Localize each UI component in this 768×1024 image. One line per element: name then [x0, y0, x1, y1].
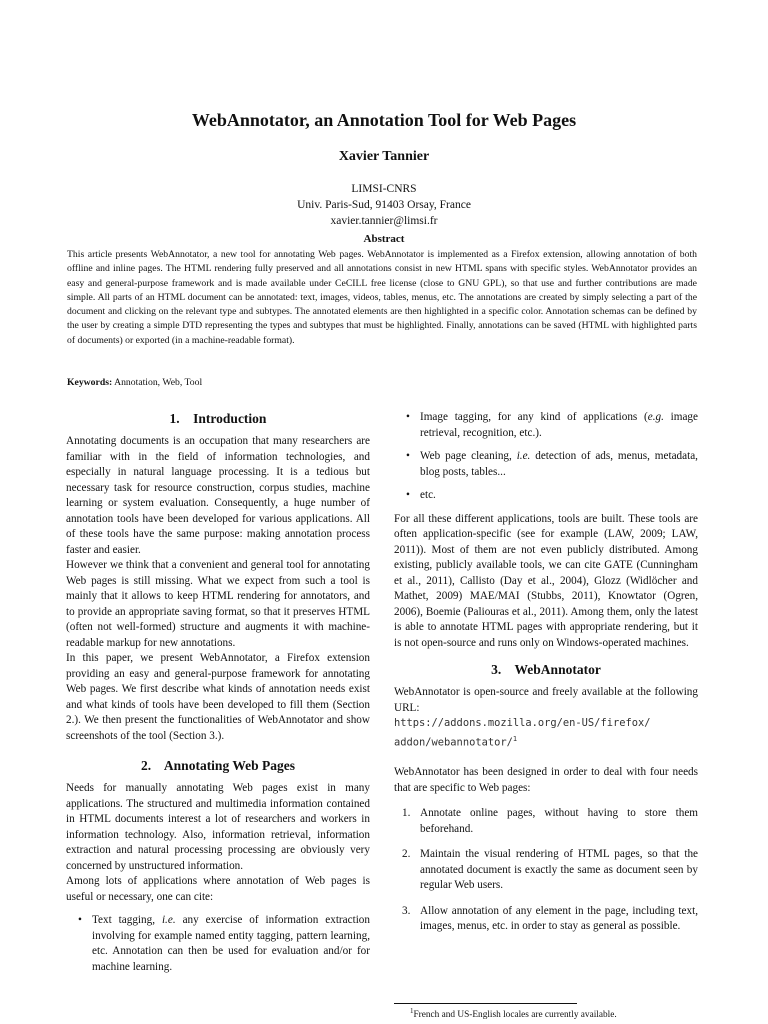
section-3-paragraph-1: WebAnnotator is open-source and freely available at the following URL: — [394, 686, 698, 714]
needs-list — [394, 806, 698, 935]
author-name: Xavier Tannier — [338, 149, 430, 164]
applications-list — [66, 913, 370, 975]
list-item: • Text tagging, i.e. any exercise of information extraction involving for example named entity tagging, pattern learning, etc. Annotation can then be used for evaluation and/or for machine learning. — [92, 913, 370, 975]
keywords-label: Keywords: — [67, 377, 113, 388]
keywords-line — [67, 377, 697, 388]
paper-title: WebAnnotator, an Annotation Tool for Web Pages — [191, 110, 577, 130]
section-2-paragraph-1: Needs for manually annotating Web pages exist in many applications. The structured and multimedia information contained in HTML documents interest a lot of researchers and workers in information technology. Also, information retrieval, information extraction and natural processing processing are obviously very concerned by unstructured information. — [66, 782, 370, 872]
intro-paragraph-1: Annotating documents is an occupation that many researchers are familiar with in the field of information technologies, and especially in natural language processing. It is a tedious but necessary task for resource construction, corpus studies, machine learning or system evaluation. Consequently, a huge number of annotation tools have been developed for various applications. All of these tools have the same purpose: making annotation process faster and easier. — [66, 435, 370, 556]
list-item: • Web page cleaning, i.e. detection of ads, menus, metadata, blog posts, tables... — [420, 449, 698, 480]
left-column — [66, 410, 370, 983]
footnote — [410, 1007, 617, 1020]
right-column — [394, 410, 698, 945]
keywords-text: Annotation, Web, Tool — [114, 377, 203, 388]
tools-paragraph: For all these different applications, tools are built. These tools are often application-specific (see for example (LAW, 2009; LAW, 2011)). Most of them are not even publicly distributed. Among existing, publicly available tools, we can cite GATE (Cunningham et al., 2011), Callisto (Day et al., 2004), Glozz (Widlöcher and Mathet, 2009) MAE/MAI (Stubbs, 2011), Knowtator (Ogren, 2006), Boemie (Paliouras et al., 2011). Among them, only the latest is able to annotate HTML pages with appropriate rendering, but it is not open-source and runs only on Windows-operated machines. — [394, 512, 698, 649]
affiliation-address: Univ. Paris-Sud, 91403 Orsay, France — [297, 199, 471, 211]
abstract-heading: Abstract — [363, 233, 405, 245]
footnote-marker: 1 — [512, 734, 518, 743]
list-item: • Image tagging, for any kind of applications (e.g. image retrieval, recognition, etc.). — [420, 410, 698, 441]
section-2-paragraph-2: Among lots of applications where annotation of Web pages is useful or necessary, one can cite: — [66, 875, 370, 903]
intro-paragraph-2: However we think that a convenient and general tool for annotating Web pages is still missing. What we expect from such a tool is mainly that it allows to keep HTML rendering for annotators, and to provide an appropriate saving format, so that it preserves HTML (often not well-formed) structure and augments it with machine-readable markup for new annotations. — [66, 559, 370, 649]
affiliation-block — [0, 181, 768, 229]
section-3-heading: 3. WebAnnotator — [491, 662, 601, 677]
section-3-paragraph-2: WebAnnotator has been designed in order to deal with four needs that are specific to Web pages: — [394, 766, 698, 794]
intro-paragraph-3: In this paper, we present WebAnnotator, a Firefox extension providing an easy and general-purpose framework for annotating Web pages. We first describe what kinds of annotation needs exist and what kinds of tools have been developed to fill them (Section 2.). We then present the functionalities of WebAnnotator and show screenshots of the tool (Section 3.). — [66, 652, 370, 742]
list-item: 3. Allow annotation of any element in the page, including text, images, menus, etc. in order to stay as general as possible. — [402, 904, 698, 933]
affiliation-lab: LIMSI-CNRS — [351, 183, 417, 195]
section-2-heading: 2. Annotating Web Pages — [141, 758, 295, 773]
download-url[interactable]: https://addons.mozilla.org/en-US/firefox/ addon/webannotator/$^1$ — [394, 717, 651, 748]
section-1-heading: 1. Introduction — [169, 411, 267, 426]
list-item: • etc. — [420, 488, 698, 504]
list-item: 2. Maintain the visual rendering of HTML pages, so that the annotated document is exactly the same as document seen by regular Web users. — [402, 848, 698, 892]
footnote-divider — [394, 1003, 577, 1004]
applications-list-continued — [394, 410, 698, 504]
abstract-text: This article presents WebAnnotator, a new tool for annotating Web pages. WebAnnotator is implemented as a Firefox extension, allowing annotation of both offline and inline pages. The HTML rendering fully preserved and all annotations consist in new HTML spans with specific styles. WebAnnotator provides an easy and general-purpose framework and is made available under CeCILL free license (close to GNU GPL), so that use and further contributions are made simple. All parts of an HTML document can be annotated: text, images, videos, tables, menus, etc. The annotations are created by simply selecting a part of the document and clicking on the relevant type and subtypes. The annotated elements are then highlighted in a specific color. Annotation schemas can be defined by the user by creating a simple DTD representing the types and subtypes that must be highlighted. Finally, annotations can be saved (HTML with highlighted parts of documents) or exported (in a machine-readable format). — [67, 249, 697, 346]
list-item: 1. Annotate online pages, without having to store them beforehand. — [402, 807, 698, 835]
footnote-text: French and US-English locales are currently available. — [413, 1010, 617, 1021]
affiliation-email: xavier.tannier@limsi.fr — [330, 215, 438, 227]
footnote-number: 1 — [410, 1007, 414, 1015]
